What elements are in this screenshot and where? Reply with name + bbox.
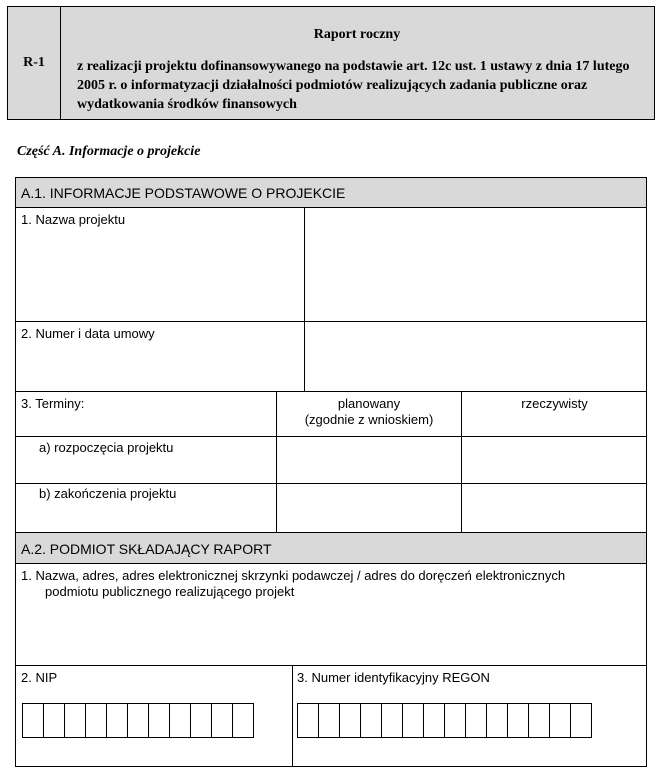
end-planned-field[interactable]	[277, 484, 461, 532]
entity-label: 1. Nazwa, adres, adres elektronicznej skrzynki podawczej / adres do doręczeń elektronicznych	[21, 568, 566, 583]
divider	[292, 665, 293, 767]
end-label: b) zakończenia projektu	[39, 486, 177, 501]
project-name-field[interactable]	[305, 208, 646, 321]
nip-input[interactable]	[22, 703, 254, 738]
report-description: z realizacji projektu dofinansowywanego na podstawie art. 12c ust. 1 ustawy z dnia 17 lutego 2005 r. o informatyzacji działalności podmiotów realizujących zadania publiczne oraz wydatkowania środków finansowych	[77, 59, 630, 112]
regon-digit-cell[interactable]	[402, 703, 424, 738]
regon-digit-cell[interactable]	[486, 703, 508, 738]
report-header	[7, 6, 655, 120]
regon-digit-cell[interactable]	[444, 703, 466, 738]
contract-label: 2. Numer i data umowy	[21, 326, 155, 341]
contract-field[interactable]	[305, 322, 646, 391]
nip-digit-cell[interactable]	[85, 703, 107, 738]
regon-digit-cell[interactable]	[318, 703, 340, 738]
nip-digit-cell[interactable]	[64, 703, 86, 738]
a1-heading: A.1. INFORMACJE PODSTAWOWE O PROJEKCIE	[21, 185, 346, 201]
nip-digit-cell[interactable]	[127, 703, 149, 738]
form-part-a	[15, 177, 647, 767]
regon-digit-cell[interactable]	[423, 703, 445, 738]
start-actual-field[interactable]	[462, 437, 646, 483]
regon-digit-cell[interactable]	[465, 703, 487, 738]
actual-label: rzeczywisty	[521, 396, 588, 411]
start-planned-field[interactable]	[277, 437, 461, 483]
entity-field[interactable]	[16, 602, 646, 665]
regon-digit-cell[interactable]	[528, 703, 550, 738]
regon-digit-cell[interactable]	[549, 703, 571, 738]
nip-digit-cell[interactable]	[190, 703, 212, 738]
nip-digit-cell[interactable]	[43, 703, 65, 738]
planned-label: planowany	[337, 396, 401, 411]
regon-label: 3. Numer identyfikacyjny REGON	[297, 670, 490, 685]
end-actual-field[interactable]	[462, 484, 646, 532]
nip-digit-cell[interactable]	[232, 703, 254, 738]
entity-label-cont: podmiotu publicznego realizującego projekt	[45, 584, 295, 599]
form-code: R-1	[8, 7, 61, 119]
a2-heading: A.2. PODMIOT SKŁADAJĄCY RAPORT	[21, 541, 272, 557]
regon-input[interactable]	[297, 703, 592, 738]
regon-digit-cell[interactable]	[297, 703, 319, 738]
nip-label: 2. NIP	[21, 670, 58, 685]
nip-digit-cell[interactable]	[169, 703, 191, 738]
terms-label: 3. Terminy:	[21, 396, 85, 411]
nip-digit-cell[interactable]	[106, 703, 128, 738]
nip-digit-cell[interactable]	[211, 703, 233, 738]
regon-digit-cell[interactable]	[507, 703, 529, 738]
report-title: Raport roczny	[313, 27, 401, 42]
divider	[15, 563, 647, 564]
start-label: a) rozpoczęcia projektu	[39, 440, 174, 455]
divider	[15, 665, 647, 666]
regon-digit-cell[interactable]	[381, 703, 403, 738]
regon-digit-cell[interactable]	[360, 703, 382, 738]
divider	[15, 391, 647, 392]
regon-digit-cell[interactable]	[570, 703, 592, 738]
nip-digit-cell[interactable]	[148, 703, 170, 738]
regon-digit-cell[interactable]	[339, 703, 361, 738]
part-title: Część A. Informacje o projekcie	[17, 144, 201, 159]
nip-digit-cell[interactable]	[22, 703, 44, 738]
planned-sub-label: (zgodnie z wnioskiem)	[304, 412, 434, 427]
project-name-label: 1. Nazwa projektu	[21, 212, 126, 227]
